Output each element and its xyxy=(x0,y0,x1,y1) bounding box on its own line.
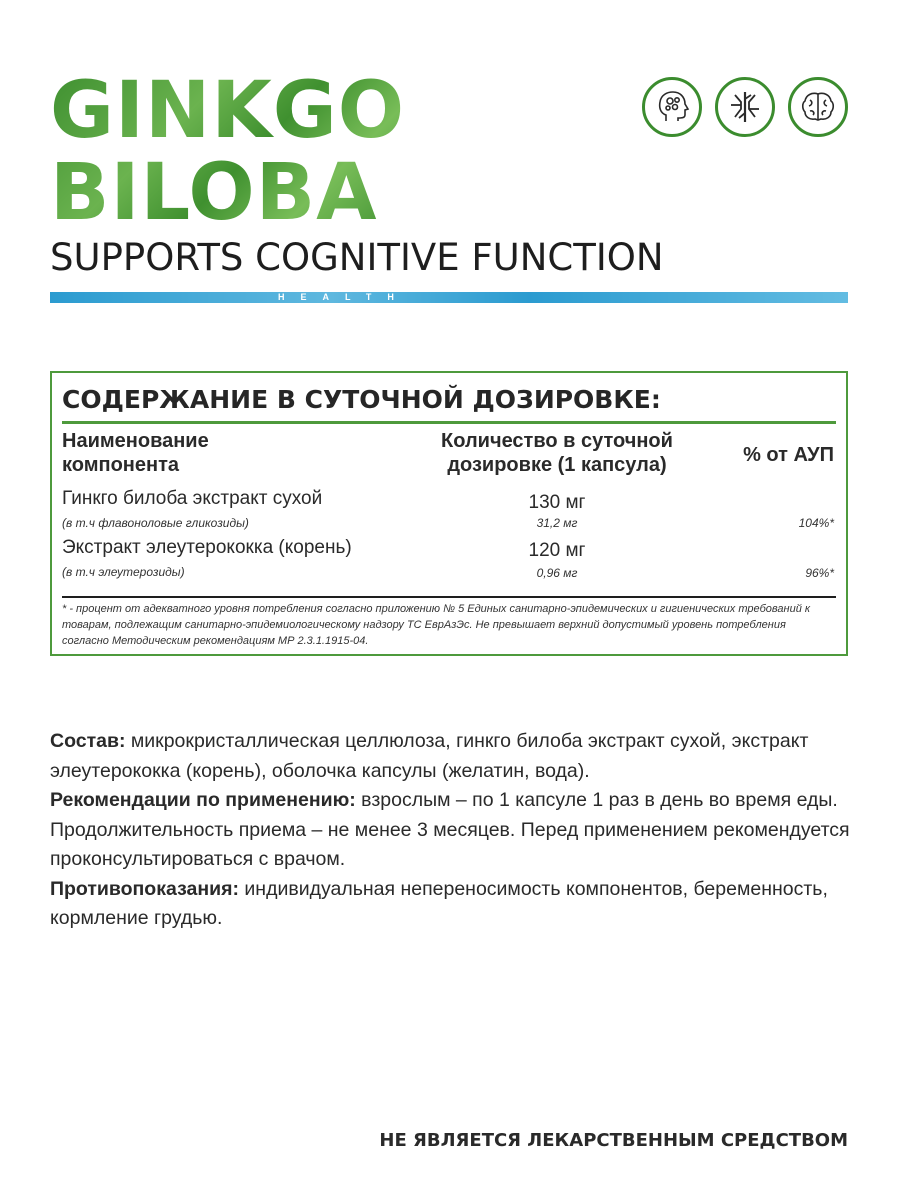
row-sub-quantity: 0,96 мг xyxy=(536,566,578,580)
column-header-quantity-line1: Количество в суточной xyxy=(441,430,673,452)
usage-text: взрослым – по 1 капсуле 1 раз в день во время еды. Продолжительность приема – не менее 3 месяцев. Перед применением рекомендуется проконсультироваться с врачом. xyxy=(50,789,850,870)
product-title-line2: BILOBA xyxy=(50,148,378,238)
health-bar-text: HEALTH xyxy=(278,292,410,302)
contraindications-label: Противопоказания: xyxy=(50,877,239,900)
nutrition-panel xyxy=(50,371,848,656)
health-bar xyxy=(50,292,848,303)
product-info xyxy=(50,727,850,934)
row-sub-percent: 104%* xyxy=(798,516,834,530)
table-bottom-rule xyxy=(62,596,836,598)
usage-label: Рекомендации по применению: xyxy=(50,789,356,811)
composition-text: микрокристаллическая целлюлоза, гинкго билоба экстракт сухой, экстракт элеутерококка (корень), оболочка капсулы (желатин, вода). xyxy=(50,730,809,782)
row-quantity: 130 мг xyxy=(528,492,586,513)
composition-paragraph xyxy=(50,727,850,786)
column-header-percent: % от АУП xyxy=(743,444,834,466)
column-header-name-line2: компонента xyxy=(62,454,179,476)
column-header-quantity xyxy=(412,429,702,477)
row-sub-percent: 96%* xyxy=(805,566,834,580)
disclaimer: НЕ ЯВЛЯЕТСЯ ЛЕКАРСТВЕННЫМ СРЕДСТВОМ xyxy=(379,1130,848,1151)
head-gears-icon xyxy=(642,77,702,137)
usage-paragraph xyxy=(50,786,850,875)
column-header-name-line1: Наименование xyxy=(62,430,209,452)
product-subtitle: SUPPORTS COGNITIVE FUNCTION xyxy=(50,236,664,279)
benefit-icons xyxy=(642,77,848,137)
contraindications-text: индивидуальная непереносимость компонентов, беременность, кормление грудью. xyxy=(50,877,828,929)
product-title xyxy=(50,66,406,238)
footnote: * - процент от адекватного уровня потребления согласно приложению № 5 Единых санитарно-эпидемических и гигиенических требований к товарам, подлежащим санитарно-эпидемиологическому надзору ТС ЕврАзЭс. Не превышает верхний допустимый уровень потребления согласно Методическим рекомендациям МР 2.3.1.1915-04. xyxy=(62,603,811,647)
brain-icon xyxy=(788,77,848,137)
row-name: Экстракт элеутерококка (корень) xyxy=(62,537,352,558)
row-sub-quantity: 31,2 мг xyxy=(536,516,578,530)
row-quantity: 120 мг xyxy=(528,540,586,561)
row-name: Гинкго билоба экстракт сухой xyxy=(62,488,323,509)
contraindications-paragraph xyxy=(50,875,850,934)
nerve-icon xyxy=(715,77,775,137)
column-header-name xyxy=(62,429,392,477)
panel-divider xyxy=(62,421,836,424)
composition-label: Состав: xyxy=(50,730,126,752)
row-sub-name: (в т.ч флавоноловые гликозиды) xyxy=(62,516,249,530)
column-header-quantity-line2: дозировке (1 капсула) xyxy=(447,454,667,476)
row-sub-name: (в т.ч элеутерозиды) xyxy=(62,565,185,579)
product-title-line1: GINKGO xyxy=(50,66,406,156)
panel-title: СОДЕРЖАНИЕ В СУТОЧНОЙ ДОЗИРОВКЕ: xyxy=(62,385,661,414)
